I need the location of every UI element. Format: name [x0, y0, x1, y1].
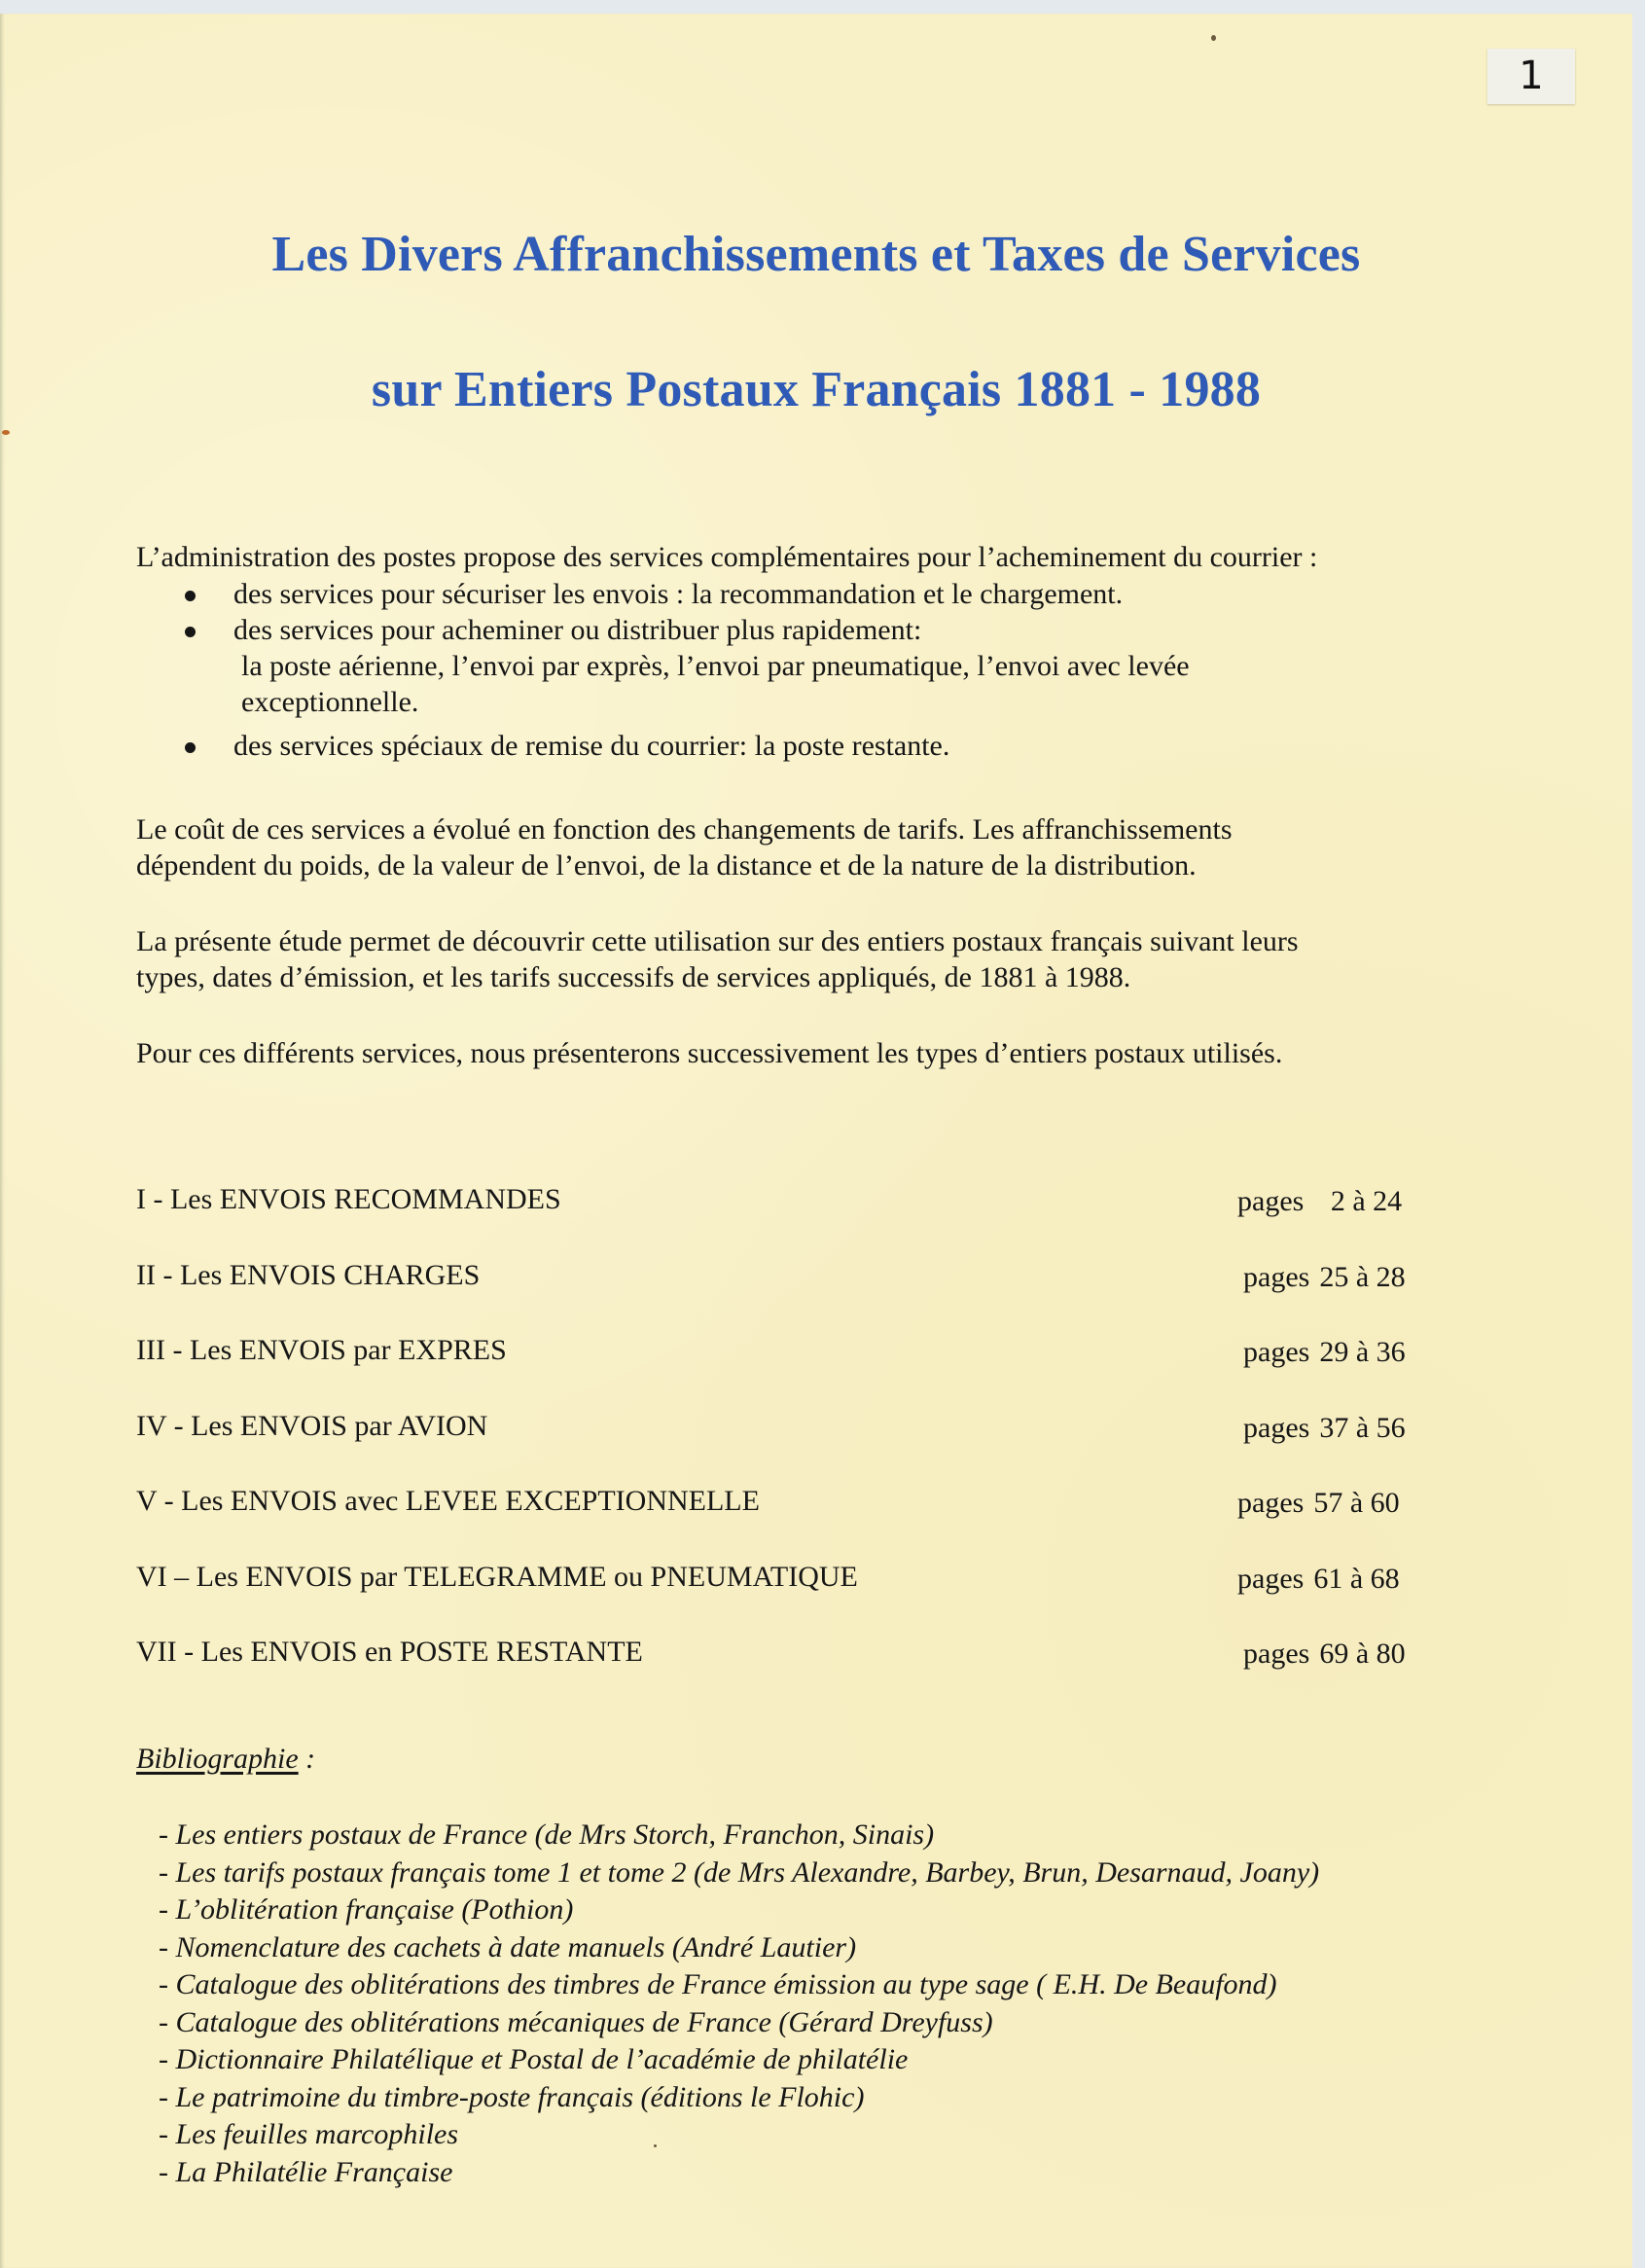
- bullet-icon: [185, 591, 196, 601]
- bibliography-item: - Les feuilles marcophiles: [159, 2118, 459, 2150]
- bullet-text: des services pour acheminer ou distribuer plus rapidement:: [233, 614, 922, 646]
- paragraph-line: Pour ces différents services, nous présenterons successivement les types d’entiers postaux utilisés.: [136, 1037, 1283, 1069]
- toc-page-range: [1237, 1563, 1400, 1596]
- paragraph-study: [136, 923, 1299, 995]
- paragraph-line: dépendent du poids, de la valeur de l’envoi, de la distance et de la nature de la distribution.: [136, 849, 1197, 882]
- toc-section-label: III - Les ENVOIS par EXPRES: [136, 1334, 507, 1366]
- toc-row: [136, 1561, 1440, 1637]
- toc-page-range: [1237, 1185, 1402, 1218]
- toc-range: 2 à 24: [1323, 1185, 1403, 1217]
- toc-range: 61 à 68: [1313, 1562, 1400, 1595]
- toc-section-label: IV - Les ENVOIS par AVION: [136, 1409, 488, 1442]
- services-bullet-list: [185, 576, 1190, 764]
- bullet-text: des services spéciaux de remise du courrier: la poste restante.: [233, 730, 950, 762]
- toc-page-range: [1243, 1261, 1406, 1294]
- page-number-tag: 1: [1487, 49, 1575, 104]
- bibliography-item: - Dictionnaire Philatélique et Postal de l’académie de philatélie: [159, 2043, 909, 2075]
- toc-page-range: [1243, 1412, 1406, 1445]
- bullet-icon: [185, 627, 196, 637]
- bullet-item: [185, 728, 1190, 764]
- document-page: [0, 14, 1632, 2268]
- toc-row: [136, 1183, 1440, 1259]
- toc-range: 37 à 56: [1319, 1411, 1406, 1444]
- bullet-subtext: la poste aérienne, l’envoi par exprès, l’envoi par pneumatique, l’envoi avec levée: [241, 650, 1190, 682]
- toc-row: [136, 1636, 1440, 1711]
- bullet-text: des services pour sécuriser les envois : la recommandation et le chargement.: [233, 578, 1124, 610]
- toc-row: [136, 1485, 1440, 1561]
- toc-row: [136, 1259, 1440, 1335]
- bibliography-item: - Catalogue des oblitérations des timbres de France émission au type sage ( E.H. De Beaufond): [159, 1968, 1277, 2000]
- paper-speck: [1211, 35, 1216, 41]
- bullet-subtext: exceptionnelle.: [241, 686, 419, 718]
- bibliography-item: - Le patrimoine du timbre-poste français (éditions le Flohic): [159, 2080, 865, 2113]
- toc-row: [136, 1334, 1440, 1410]
- bullet-icon: [185, 742, 196, 753]
- bibliography-item: - Catalogue des oblitérations mécaniques de France (Gérard Dreyfuss): [159, 2005, 993, 2038]
- bullet-item: [185, 576, 1190, 612]
- toc-range: 69 à 80: [1319, 1638, 1406, 1670]
- paragraph-cost: [136, 811, 1233, 883]
- bibliography-item: - La Philatélie Française: [159, 2155, 453, 2188]
- paper-speck: [2, 430, 10, 435]
- toc-pages-word: pages: [1243, 1411, 1310, 1444]
- toc-section-label: VI – Les ENVOIS par TELEGRAMME ou PNEUMATIQUE: [136, 1560, 858, 1593]
- bibliography-heading-suffix: :: [298, 1743, 316, 1775]
- toc-section-label: V - Les ENVOIS avec LEVEE EXCEPTIONNELLE: [136, 1485, 760, 1517]
- bibliography-item: - L’oblitération française (Pothion): [159, 1893, 574, 1926]
- toc-range: 25 à 28: [1319, 1260, 1406, 1293]
- paragraph-line: types, dates d’émission, et les tarifs successifs de services appliqués, de 1881 à 1988.: [136, 961, 1131, 993]
- toc-range: 57 à 60: [1313, 1487, 1400, 1519]
- paragraph-line: La présente étude permet de découvrir cette utilisation sur des entiers postaux français suivant leurs: [136, 925, 1299, 957]
- bullet-item: [185, 612, 1190, 720]
- page-title-line-2: sur Entiers Postaux Français 1881 - 1988: [371, 362, 1262, 417]
- toc-page-range: [1243, 1638, 1406, 1671]
- table-of-contents: [136, 1183, 1440, 1711]
- bibliography-heading-text: Bibliographie: [136, 1743, 299, 1775]
- paragraph-line: Le coût de ces services a évolué en fonction des changements de tarifs. Les affranchissements: [136, 813, 1233, 846]
- bibliography-item: - Nomenclature des cachets à date manuels (André Lautier): [159, 1930, 857, 1963]
- intro-lead: L’administration des postes propose des services complémentaires pour l’acheminement du courrier :: [136, 541, 1318, 573]
- toc-row: [136, 1410, 1440, 1486]
- bibliography-heading: [136, 1743, 315, 1776]
- toc-pages-word: pages: [1237, 1562, 1305, 1595]
- toc-page-range: [1237, 1487, 1400, 1520]
- toc-section-label: VII - Les ENVOIS en POSTE RESTANTE: [136, 1636, 643, 1668]
- toc-section-label: I - Les ENVOIS RECOMMANDES: [136, 1183, 561, 1215]
- toc-range: 29 à 36: [1319, 1336, 1406, 1368]
- toc-pages-word: pages: [1243, 1336, 1310, 1368]
- toc-section-label: II - Les ENVOIS CHARGES: [136, 1258, 481, 1291]
- toc-page-range: [1243, 1336, 1406, 1369]
- bibliography-list: [159, 1817, 1319, 2191]
- toc-pages-word: pages: [1237, 1487, 1305, 1519]
- bibliography-item: - Les tarifs postaux français tome 1 et tome 2 (de Mrs Alexandre, Barbey, Brun, Desarnaud, Joany): [159, 1855, 1320, 1889]
- page-title-line-1: Les Divers Affranchissements et Taxes de Services: [271, 227, 1361, 282]
- paragraph-presentation: [136, 1035, 1282, 1071]
- toc-pages-word: pages: [1243, 1260, 1310, 1293]
- toc-pages-word: pages: [1243, 1638, 1310, 1670]
- bibliography-item: - Les entiers postaux de France (de Mrs Storch, Franchon, Sinais): [159, 1818, 935, 1851]
- toc-pages-word: pages: [1237, 1185, 1305, 1217]
